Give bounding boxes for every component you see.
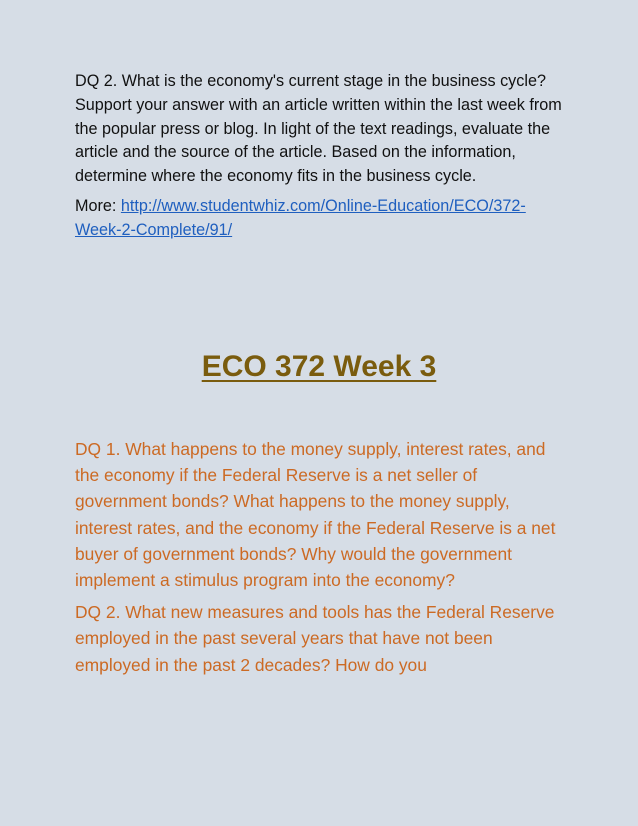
week2-dq2-section xyxy=(75,70,565,243)
week2-dq2-text: DQ 2. What is the economy's current stage in the business cycle? Support your answer with an article written within the last week from the popular press or blog. In light of the text readings, evaluate the article and the source of the article. Based on the information, determine where the economy fits in the business cycle. xyxy=(75,72,562,186)
more-link[interactable]: http://www.studentwhiz.com/Online-Education/ECO/372-Week-2-Complete/91/ xyxy=(75,196,526,239)
week3-dq1-text: DQ 1. What happens to the money supply, interest rates, and the economy if the Federal Reserve is a net seller of government bonds? What happens to the money supply, interest rates, and the economy if the Federal Reserve is a net buyer of government bonds? Why would the government implement a stimulus program into the economy? xyxy=(75,439,556,591)
more-label: More: xyxy=(75,196,121,215)
week3-heading-text: ECO 372 Week 3 xyxy=(201,350,437,383)
week3-questions xyxy=(75,436,570,678)
week3-heading xyxy=(0,350,638,384)
week3-dq2-text: DQ 2. What new measures and tools has the Federal Reserve employed in the past several years that have not been employed in the past 2 decades? How do you xyxy=(75,602,555,675)
more-line xyxy=(75,195,565,243)
